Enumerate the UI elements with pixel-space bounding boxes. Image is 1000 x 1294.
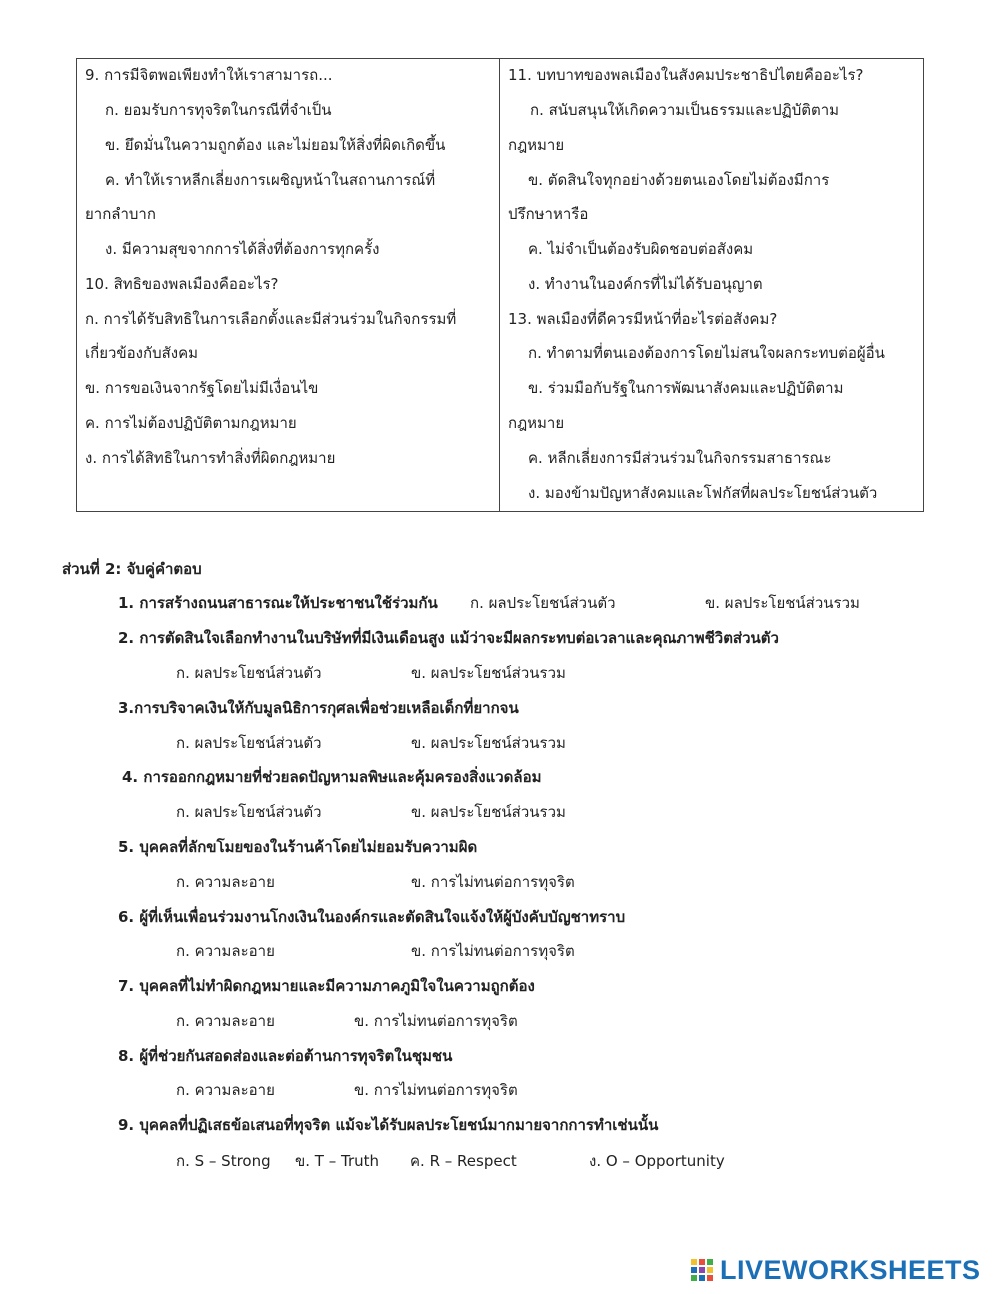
option-a[interactable]: ก. ผลประโยชน์ส่วนตัว xyxy=(470,594,616,612)
option-b[interactable]: ข. การไม่ทนต่อการทุจริต xyxy=(411,942,575,960)
option-b[interactable]: ข. การไม่ทนต่อการทุจริต xyxy=(354,1081,518,1099)
table-line: ยากลำบาก xyxy=(85,205,156,223)
table-line: เกี่ยวข้องกับสังคม xyxy=(85,344,199,362)
option-a[interactable]: ก. ความละอาย xyxy=(176,1081,275,1099)
option-b[interactable]: ข. ผลประโยชน์ส่วนรวม xyxy=(411,803,566,821)
option-b[interactable]: ข. ผลประโยชน์ส่วนรวม xyxy=(411,734,566,752)
table-line: 10. สิทธิของพลเมืองคืออะไร? xyxy=(85,275,279,293)
match-question-7: 7. บุคคลที่ไม่ทำผิดกฎหมายและมีความภาคภูมิใจในความถูกต้อง xyxy=(118,977,535,995)
table-line: ก. สนับสนุนให้เกิดความเป็นธรรมและปฏิบัติตาม xyxy=(530,101,840,119)
match-question-6: 6. ผู้ที่เห็นเพื่อนร่วมงานโกงเงินในองค์กรและตัดสินใจแจ้งให้ผู้บังคับบัญชาทราบ xyxy=(118,908,626,926)
option-a[interactable]: ก. ผลประโยชน์ส่วนตัว xyxy=(176,803,322,821)
table-line: ง. ทำงานในองค์กรที่ไม่ได้รับอนุญาต xyxy=(528,275,763,293)
match-question-1 xyxy=(118,591,860,615)
match-question-9: 9. บุคคลที่ปฏิเสธข้อเสนอที่ทุจริต แม้จะได้รับผลประโยชน์มากมายจากการทำเช่นนั้น xyxy=(118,1116,659,1134)
table-line: ง. มองข้ามปัญหาสังคมและโฟกัสที่ผลประโยชน์ส่วนตัว xyxy=(528,484,878,502)
match-question-8: 8. ผู้ที่ช่วยกันสอดส่องและต่อต้านการทุจริตในชุมชน xyxy=(118,1047,453,1065)
table-line: ข. ตัดสินใจทุกอย่างด้วยตนเองโดยไม่ต้องมีการ xyxy=(528,171,830,189)
option-c[interactable]: ค. R – Respect xyxy=(410,1152,517,1170)
option-a[interactable]: ก. ผลประโยชน์ส่วนตัว xyxy=(176,734,322,752)
table-line: ข. ยึดมั่นในความถูกต้อง และไม่ยอมให้สิ่งที่ผิดเกิดขึ้น xyxy=(105,136,446,154)
table-line: ก. ทำตามที่ตนเองต้องการโดยไม่สนใจผลกระทบต่อผู้อื่น xyxy=(528,344,885,362)
option-a[interactable]: ก. ความละอาย xyxy=(176,942,275,960)
table-line: 11. บทบาทของพลเมืองในสังคมประชาธิปไตยคืออะไร? xyxy=(508,66,864,84)
option-a[interactable]: ก. ความละอาย xyxy=(176,873,275,891)
liveworksheets-logo xyxy=(690,1253,981,1287)
option-a[interactable]: ก. ผลประโยชน์ส่วนตัว xyxy=(176,664,322,682)
table-line: ก. ยอมรับการทุจริตในกรณีที่จำเป็น xyxy=(105,101,332,119)
table-line: กฎหมาย xyxy=(508,414,565,432)
table-line: ง. การได้สิทธิในการทำสิ่งที่ผิดกฎหมาย xyxy=(85,449,336,467)
table-line: 13. พลเมืองที่ดีควรมีหน้าที่อะไรต่อสังคม? xyxy=(508,310,778,328)
question-column-right xyxy=(500,59,923,511)
table-line: ค. ไม่จำเป็นต้องรับผิดชอบต่อสังคม xyxy=(528,240,754,258)
match-question-4: 4. การออกกฎหมายที่ช่วยลดปัญหามลพิษและคุ้มครองสิ่งแวดล้อม xyxy=(122,768,542,786)
question-table xyxy=(76,58,924,512)
option-a[interactable]: ก. ความละอาย xyxy=(176,1012,275,1030)
logo-text: LIVEWORKSHEETS xyxy=(720,1254,981,1285)
option-a[interactable]: ก. S – Strong xyxy=(176,1152,271,1170)
option-b[interactable]: ข. ผลประโยชน์ส่วนรวม xyxy=(705,594,860,612)
question-text: 1. การสร้างถนนสาธารณะให้ประชาชนใช้ร่วมกัน xyxy=(118,594,438,612)
table-line: ง. มีความสุขจากการได้สิ่งที่ต้องการทุกครั้ง xyxy=(105,240,380,258)
match-question-5: 5. บุคคลที่ลักขโมยของในร้านค้าโดยไม่ยอมรับความผิด xyxy=(118,838,478,856)
table-line: ข. การขอเงินจากรัฐโดยไม่มีเงื่อนไข xyxy=(85,379,319,397)
table-line: ก. การได้รับสิทธิในการเลือกตั้งและมีส่วนร่วมในกิจกรรมที่ xyxy=(85,310,457,328)
table-line: ค. การไม่ต้องปฏิบัติตามกฎหมาย xyxy=(85,414,297,432)
table-line: 9. การมีจิตพอเพียงทำให้เราสามารถ... xyxy=(85,66,333,84)
option-d[interactable]: ง. O – Opportunity xyxy=(589,1152,725,1170)
table-line: ค. หลีกเลี่ยงการมีส่วนร่วมในกิจกรรมสาธารณะ xyxy=(528,449,832,467)
match-question-3: 3.การบริจาคเงินให้กับมูลนิธิการกุศลเพื่อช่วยเหลือเด็กที่ยากจน xyxy=(118,699,519,717)
section-title: ส่วนที่ 2: จับคู่คำตอบ xyxy=(62,560,202,578)
option-b[interactable]: ข. ผลประโยชน์ส่วนรวม xyxy=(411,664,566,682)
table-line: ข. ร่วมมือกับรัฐในการพัฒนาสังคมและปฏิบัติตาม xyxy=(528,379,844,397)
table-line: ปรึกษาหารือ xyxy=(508,205,589,223)
table-line: ค. ทำให้เราหลีกเลี่ยงการเผชิญหน้าในสถานการณ์ที่ xyxy=(105,171,436,189)
match-question-2: 2. การตัดสินใจเลือกทำงานในบริษัทที่มีเงินเดือนสูง แม้ว่าจะมีผลกระทบต่อเวลาและคุณภาพชีวิตส่วนตัว xyxy=(118,629,779,647)
option-b[interactable]: ข. T – Truth xyxy=(295,1152,380,1170)
liveworksheets-logo-icon xyxy=(690,1257,716,1283)
option-b[interactable]: ข. การไม่ทนต่อการทุจริต xyxy=(411,873,575,891)
option-b[interactable]: ข. การไม่ทนต่อการทุจริต xyxy=(354,1012,518,1030)
question-column-left xyxy=(77,59,500,511)
table-line: กฎหมาย xyxy=(508,136,565,154)
